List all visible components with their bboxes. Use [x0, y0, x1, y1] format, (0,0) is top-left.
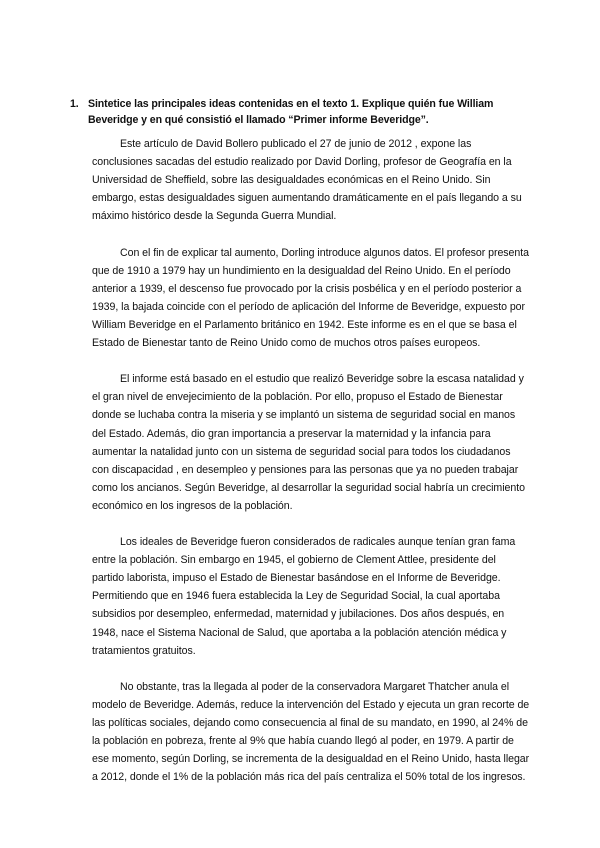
paragraph-2: Con el fin de explicar tal aumento, Dorling introduce algunos datos. El profesor presenta que de 1910 a 1979 hay un hundimiento en la desigualdad del Reino Unido. En el período anterior a 1939, el descenso fue provocado por la crisis posbélica y en el período posterior a 1939, la bajada coincide con el período de aplicación del Informe de Beveridge, expuesto por William Beveridge en el Parlamento británico en 1942. Este informe es en el que se basa el Estado de Bienestar tanto de Reino Unido como de muchos otros países europeos. — [92, 246, 529, 350]
paragraph-1: Este artículo de David Bollero publicado el 27 de junio de 2012 , expone las conclusiones sacadas del estudio realizado por David Dorling, profesor de Geografía en la Universidad de Sheffield, sobre las desigualdades económicas en el Reino Unido. Sin embargo, estas desigualdades siguen aumentando dramáticamente en el país llegando a su máximo histórico desde la Segunda Guerra Mundial. — [92, 138, 522, 223]
answer-body — [92, 135, 530, 804]
question-number: 1. — [70, 98, 79, 110]
question-heading — [70, 96, 532, 128]
question-text: Sintetice las principales ideas contenidas en el texto 1. Explique quién fue William Beveridge y en qué consistió el llamado “Primer informe Beveridge”. — [88, 98, 494, 126]
paragraph-5: No obstante, tras la llegada al poder de la conservadora Margaret Thatcher anula el modelo de Beveridge. Además, reduce la intervención del Estado y ejecuta un gran recorte de las políticas sociales, dejando como consecuencia al final de su mandato, en 1990, al 24% de la población en pobreza, frente al 9% que había cuando llegó al poder, en 1979. A partir de ese momento, según Dorling, se incrementa de la desigualdad en el Reino Unido, hasta llegar a 2012, donde el 1% de la población más rica del país centraliza el 50% total de los ingresos. — [92, 680, 530, 784]
paragraph-4: Los ideales de Beveridge fueron considerados de radicales aunque tenían gran fama entre la población. Sin embargo en 1945, el gobierno de Clement Attlee, presidente del partido laborista, impuso el Estado de Bienestar basándose en el Informe de Beveridge. Permitiendo que en 1946 fuera establecida la Ley de Seguridad Social, la cual aportaba subsidios por desempleo, enfermedad, maternidad y jubilaciones. Dos años después, en 1948, nace el Sistema Nacional de Salud, que aportaba a la población atención médica y tratamientos gratuitos. — [92, 536, 516, 657]
paragraph-3: El informe está basado en el estudio que realizó Beveridge sobre la escasa natalidad y el gran nivel de envejecimiento de la población. Por ello, propuso el Estado de Bienestar donde se luchaba contra la miseria y se implantó un sistema de seguridad social en manos del Estado. Además, dio gran importancia a preservar la maternidad y la infancia para aumentar la natalidad junto con un sistema de seguridad social para todos los ciudadanos con discapacidad , en desempleo y pensiones para las personas que ya no pueden trabajar como los ancianos. Según Beveridge, al desarrollar la seguridad social habría un crecimiento económico en los ingresos de la población. — [92, 373, 525, 512]
